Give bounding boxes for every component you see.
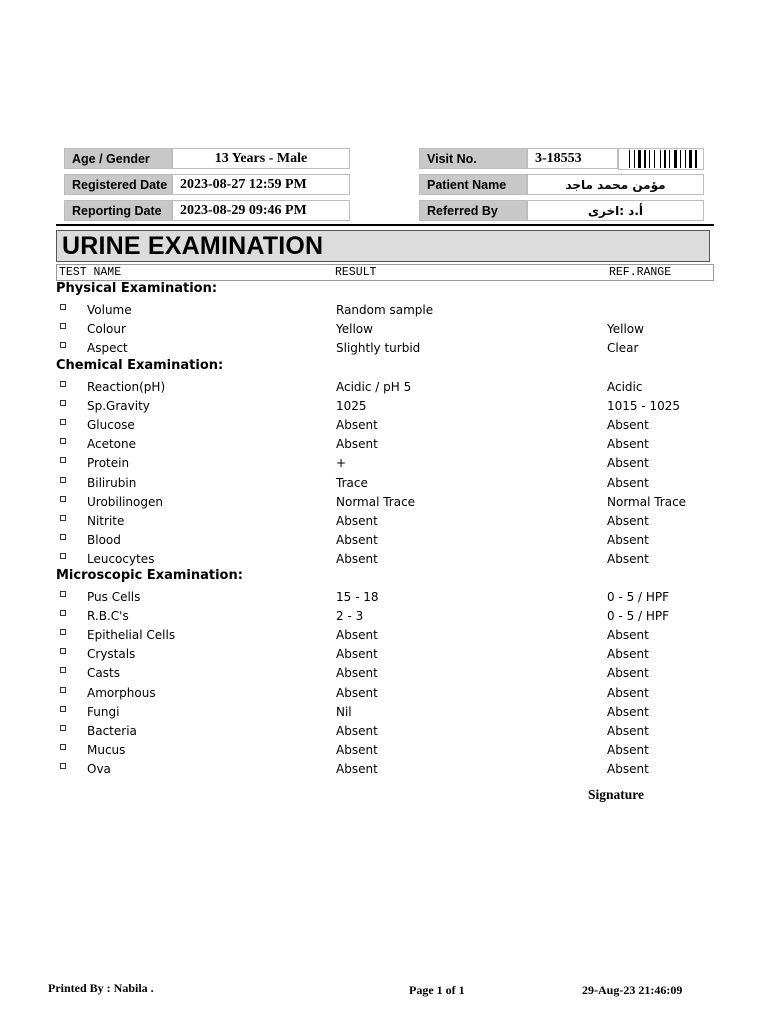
test-name: Bacteria — [87, 723, 137, 738]
result-row — [56, 495, 716, 514]
test-name: Glucose — [87, 418, 135, 433]
checkbox-bullet-icon — [60, 304, 66, 310]
result-row — [56, 590, 716, 609]
test-ref-range: Absent — [607, 456, 649, 471]
test-name: Colour — [87, 322, 126, 337]
footer-printed-by: Printed By : Nabila . — [48, 981, 154, 995]
checkbox-bullet-icon — [60, 496, 66, 502]
test-result: Absent — [336, 628, 378, 643]
signature-label: Signature — [588, 787, 645, 802]
age-gender-value: 13 Years - Male — [172, 148, 350, 169]
checkbox-bullet-icon — [60, 687, 66, 693]
test-result: Nil — [336, 704, 352, 719]
result-row — [56, 418, 716, 437]
registered-date-label: Registered Date — [64, 174, 172, 195]
test-ref-range: Absent — [607, 742, 649, 757]
result-row — [56, 647, 716, 666]
test-result: Absent — [336, 685, 378, 700]
test-name: Ova — [87, 761, 111, 776]
test-result: Absent — [336, 647, 378, 662]
barcode-icon — [618, 148, 704, 170]
result-row — [56, 476, 716, 495]
report-title: URINE EXAMINATION — [62, 232, 324, 260]
test-ref-range: Absent — [607, 513, 649, 528]
result-row — [56, 456, 716, 475]
result-row — [56, 705, 716, 724]
result-row — [56, 322, 716, 341]
test-ref-range: Absent — [607, 685, 649, 700]
test-name: Protein — [87, 456, 130, 471]
test-ref-range: Absent — [607, 628, 649, 643]
test-name: Blood — [87, 532, 121, 547]
test-ref-range: Absent — [607, 666, 649, 681]
test-ref-range: Absent — [607, 532, 649, 547]
result-row — [56, 399, 716, 418]
visit-no-label: Visit No. — [419, 148, 527, 169]
checkbox-bullet-icon — [60, 477, 66, 483]
test-result: 1025 — [336, 399, 367, 414]
result-row — [56, 724, 716, 743]
test-name: Crystals — [87, 647, 136, 662]
test-ref-range: Clear — [607, 341, 639, 356]
test-result: Trace — [336, 475, 368, 490]
checkbox-bullet-icon — [60, 648, 66, 654]
section-heading: Chemical Examination: — [56, 358, 224, 373]
checkbox-bullet-icon — [60, 553, 66, 559]
test-ref-range: Yellow — [607, 322, 644, 337]
test-result: Absent — [336, 761, 378, 776]
test-name: Aspect — [87, 341, 128, 356]
checkbox-bullet-icon — [60, 725, 66, 731]
test-ref-range: Absent — [607, 475, 649, 490]
test-result: + — [336, 456, 347, 471]
test-ref-range: Acidic — [607, 380, 643, 394]
column-result: RESULT — [335, 266, 377, 279]
test-name: Nitrite — [87, 513, 125, 528]
result-row — [56, 514, 716, 533]
test-result: Absent — [336, 437, 378, 452]
test-result: Absent — [336, 666, 378, 681]
result-row — [56, 628, 716, 647]
column-test-name: TEST NAME — [59, 266, 122, 279]
checkbox-bullet-icon — [60, 419, 66, 425]
checkbox-bullet-icon — [60, 381, 66, 387]
checkbox-bullet-icon — [60, 591, 66, 597]
column-header-row — [56, 264, 714, 281]
referred-by-label: Referred By — [419, 200, 527, 221]
test-ref-range: Absent — [607, 551, 649, 566]
test-result: 15 - 18 — [336, 590, 379, 604]
test-name: Pus Cells — [87, 590, 141, 604]
result-row — [56, 686, 716, 705]
test-name: R.B.C's — [87, 609, 129, 624]
patient-name-value: مؤمن محمد ماجد — [527, 174, 704, 195]
checkbox-bullet-icon — [60, 515, 66, 521]
result-row — [56, 609, 716, 628]
test-name: Reaction(pH) — [87, 380, 166, 394]
visit-no-value: 3-18553 — [527, 148, 618, 169]
report-title-box — [56, 230, 710, 262]
registered-date-value: 2023-08-27 12:59 PM — [172, 174, 350, 195]
header-divider — [56, 224, 714, 226]
test-result: 2 - 3 — [336, 609, 364, 624]
test-ref-range: Absent — [607, 704, 649, 719]
result-row — [56, 762, 716, 781]
section-heading: Microscopic Examination: — [56, 568, 243, 583]
test-name: Bilirubin — [87, 475, 137, 490]
result-row — [56, 437, 716, 456]
test-ref-range: Absent — [607, 647, 649, 662]
result-row — [56, 303, 716, 322]
checkbox-bullet-icon — [60, 763, 66, 769]
checkbox-bullet-icon — [60, 610, 66, 616]
test-result: Absent — [336, 532, 378, 547]
test-ref-range: Absent — [607, 418, 649, 433]
test-name: Urobilinogen — [87, 494, 163, 509]
test-name: Casts — [87, 666, 120, 681]
checkbox-bullet-icon — [60, 629, 66, 635]
test-name: Acetone — [87, 437, 137, 452]
test-result: Normal Trace — [336, 494, 416, 509]
checkbox-bullet-icon — [60, 744, 66, 750]
result-row — [56, 533, 716, 552]
test-name: Fungi — [87, 704, 120, 719]
test-result: Absent — [336, 418, 378, 433]
checkbox-bullet-icon — [60, 323, 66, 329]
test-result: Acidic / pH 5 — [336, 380, 412, 394]
referred-by-value: أ.د :اخرى — [527, 200, 704, 221]
checkbox-bullet-icon — [60, 342, 66, 348]
result-row — [56, 743, 716, 762]
age-gender-label: Age / Gender — [64, 148, 172, 169]
test-result: Yellow — [336, 322, 373, 337]
test-name: Amorphous — [87, 685, 156, 700]
checkbox-bullet-icon — [60, 400, 66, 406]
test-result: Absent — [336, 723, 378, 738]
result-row — [56, 666, 716, 685]
test-result: Absent — [336, 513, 378, 528]
checkbox-bullet-icon — [60, 457, 66, 463]
footer-page-number: Page 1 of 1 — [409, 983, 465, 997]
test-ref-range: 0 - 5 / HPF — [607, 590, 670, 604]
column-ref-range: REF.RANGE — [609, 266, 672, 279]
checkbox-bullet-icon — [60, 534, 66, 540]
test-name: Epithelial Cells — [87, 628, 176, 643]
test-ref-range: 1015 - 1025 — [607, 399, 681, 414]
checkbox-bullet-icon — [60, 667, 66, 673]
patient-name-label: Patient Name — [419, 174, 527, 195]
test-result: Absent — [336, 551, 378, 566]
test-name: Volume — [87, 303, 132, 317]
result-row — [56, 380, 716, 399]
test-result: Absent — [336, 742, 378, 757]
test-ref-range: Absent — [607, 723, 649, 738]
test-ref-range: Absent — [607, 437, 649, 452]
section-heading: Physical Examination: — [56, 281, 218, 296]
test-ref-range: Normal Trace — [607, 494, 687, 509]
test-result: Random sample — [336, 303, 434, 317]
test-result: Slightly turbid — [336, 341, 421, 356]
checkbox-bullet-icon — [60, 438, 66, 444]
reporting-date-label: Reporting Date — [64, 200, 172, 221]
test-name: Sp.Gravity — [87, 399, 150, 414]
test-ref-range: Absent — [607, 761, 649, 776]
test-name: Leucocytes — [87, 551, 155, 566]
checkbox-bullet-icon — [60, 706, 66, 712]
footer-timestamp: 29-Aug-23 21:46:09 — [582, 983, 683, 997]
test-ref-range: 0 - 5 / HPF — [607, 609, 670, 624]
reporting-date-value: 2023-08-29 09:46 PM — [172, 200, 350, 221]
test-name: Mucus — [87, 742, 126, 757]
